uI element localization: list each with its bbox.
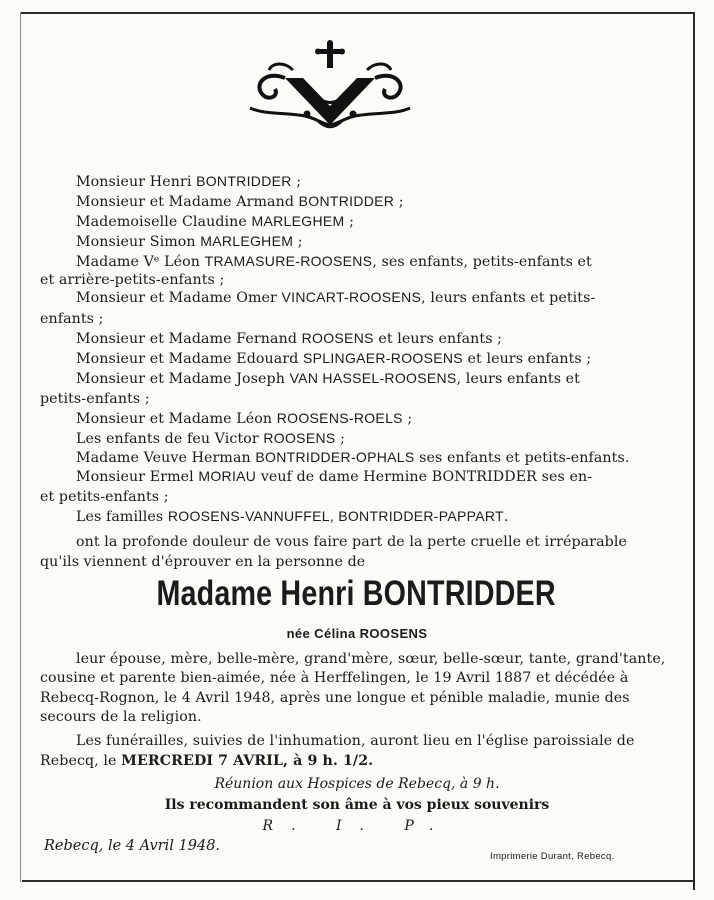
family-line-text: petits-enfants ; <box>40 391 150 407</box>
family-line-10 <box>76 350 686 368</box>
family-line-18 <box>76 508 686 526</box>
family-surname: BONTRIDDER-OPHALS <box>255 449 415 465</box>
family-line-suffix: ; <box>293 234 303 250</box>
family-line-text: Monsieur et Madame Léon <box>76 411 277 427</box>
family-line-6 <box>40 271 650 289</box>
frame-top-border <box>20 12 694 14</box>
family-surname: TRAMASURE-ROOSENS <box>204 253 373 269</box>
family-surname: SPLINGAER-ROOSENS <box>303 350 463 366</box>
frame-left-border <box>20 12 21 882</box>
family-line-suffix: et leurs enfants ; <box>373 331 503 347</box>
family-line-20 <box>40 553 650 571</box>
family-line-17 <box>40 488 650 506</box>
family-surname: BONTRIDDER <box>196 173 292 189</box>
family-line-11 <box>76 370 686 388</box>
family-line-text: et arrière-petits-enfants ; <box>40 272 225 288</box>
printer-credit: Imprimerie Durant, Rebecq. <box>490 851 615 862</box>
family-line-suffix: , ses enfants, petits-enfants et <box>372 254 592 270</box>
family-line-suffix: ; <box>402 411 413 427</box>
family-line-9 <box>76 330 686 348</box>
family-line-7 <box>76 289 686 307</box>
family-surname: MARLEGHEM <box>200 233 294 249</box>
family-surname: ROOSENS-ROELS <box>276 410 403 426</box>
deceased-name-headline: Madame Henri BONTRIDDER <box>156 574 556 613</box>
family-line-4 <box>76 233 686 251</box>
family-line-13 <box>76 410 686 428</box>
family-surname: MARLEGHEM <box>251 213 345 229</box>
family-line-text: Mademoiselle Claudine <box>76 214 252 230</box>
family-line-suffix: ses enfants et petits-enfants. <box>414 450 630 466</box>
family-line-12 <box>40 390 650 408</box>
family-line-1 <box>76 173 686 191</box>
body-line-3: Rebecq-Rognon, le 4 Avril 1948, après une longue et pénible maladie, munie des <box>40 690 630 706</box>
funerailles-date: MERCREDI 7 AVRIL, à 9 h. 1/2. <box>121 753 374 769</box>
family-line-text: Monsieur et Madame Fernand <box>76 331 302 347</box>
family-line-suffix: , leurs enfants et petits- <box>421 290 596 306</box>
family-line-text: Monsieur et Madame Omer <box>76 290 282 306</box>
reunion-line: Réunion aux Hospices de Rebecq, à 9 h. <box>214 776 500 792</box>
rip-line <box>0 818 714 834</box>
family-line-16 <box>76 468 686 486</box>
family-line-suffix: veuf de dame Hermine BONTRIDDER ses en- <box>256 469 593 485</box>
family-line-text: Les enfants de feu Victor <box>76 431 264 447</box>
family-line-suffix: ; <box>335 431 346 447</box>
family-line-text: ont la profonde douleur de vous faire part de la perte cruelle et irréparable <box>76 534 627 550</box>
family-line-text: Monsieur et Madame Joseph <box>76 371 290 387</box>
birth-name: née Célina ROOSENS <box>286 626 428 641</box>
family-line-text: Monsieur Henri <box>76 174 197 190</box>
funerailles-line-1: Les funérailles, suivies de l'inhumation, auront lieu en l'église paroissiale de <box>76 733 635 749</box>
family-line-3 <box>76 213 686 231</box>
family-line-suffix: , leurs enfants et <box>456 371 580 387</box>
body-line-1: leur épouse, mère, belle-mère, grand'mère, sœur, belle-sœur, tante, grand'tante, <box>76 651 666 667</box>
family-line-2 <box>76 193 686 211</box>
family-line-15 <box>76 449 686 467</box>
family-line-5 <box>76 253 686 271</box>
family-line-suffix: ; <box>394 194 404 210</box>
family-surname: ROOSENS-VANNUFFEL, BONTRIDDER-PAPPART <box>167 508 504 524</box>
cross-and-anchor-ornament-icon <box>245 40 415 135</box>
family-line-suffix: ; <box>344 214 354 230</box>
funerailles-line-2 <box>40 753 650 770</box>
family-surname: VINCART-ROOSENS <box>281 289 422 305</box>
family-line-8 <box>40 310 650 328</box>
family-line-19 <box>76 533 686 551</box>
family-line-text: Monsieur Simon <box>76 234 201 250</box>
family-line-text: et petits-enfants ; <box>40 489 169 505</box>
family-line-text: Les familles <box>76 509 168 525</box>
family-line-text: Madame Veuve Herman <box>76 450 256 466</box>
family-line-text: qu'ils viennent d'éprouver en la personne de <box>40 554 366 570</box>
family-line-14 <box>76 430 686 448</box>
family-line-suffix: et leurs enfants ; <box>462 351 592 367</box>
family-line-text: Monsieur et Madame Armand <box>76 194 299 210</box>
family-surname: BONTRIDDER <box>298 193 395 209</box>
family-line-suffix: ; <box>291 174 302 190</box>
frame-bottom-border <box>22 880 694 882</box>
family-surname: MORIAU <box>198 468 257 484</box>
rip-text: R. I. P. <box>262 818 452 834</box>
place-date: Rebecq, le 4 Avril 1948. <box>44 838 221 854</box>
funerailles-prefix: Rebecq, le <box>40 753 122 769</box>
family-line-text: Monsieur et Madame Edouard <box>76 351 303 367</box>
recommandent-line: Ils recommandent son âme à vos pieux souvenirs <box>164 797 550 813</box>
family-surname: ROOSENS <box>301 330 374 346</box>
frame-right-border <box>693 12 695 890</box>
family-line-text: Monsieur Ermel <box>76 469 199 485</box>
family-surname: ROOSENS <box>263 430 336 446</box>
family-line-text: Madame Vᵉ Léon <box>76 254 205 270</box>
body-line-4: secours de la religion. <box>40 709 202 725</box>
body-line-2: cousine et parente bien-aimée, née à Herffelingen, le 19 Avril 1887 et décédée à <box>40 670 629 686</box>
family-line-text: enfants ; <box>40 311 104 327</box>
family-surname: VAN HASSEL-ROOSENS <box>289 370 457 386</box>
family-line-suffix: . <box>503 509 509 525</box>
